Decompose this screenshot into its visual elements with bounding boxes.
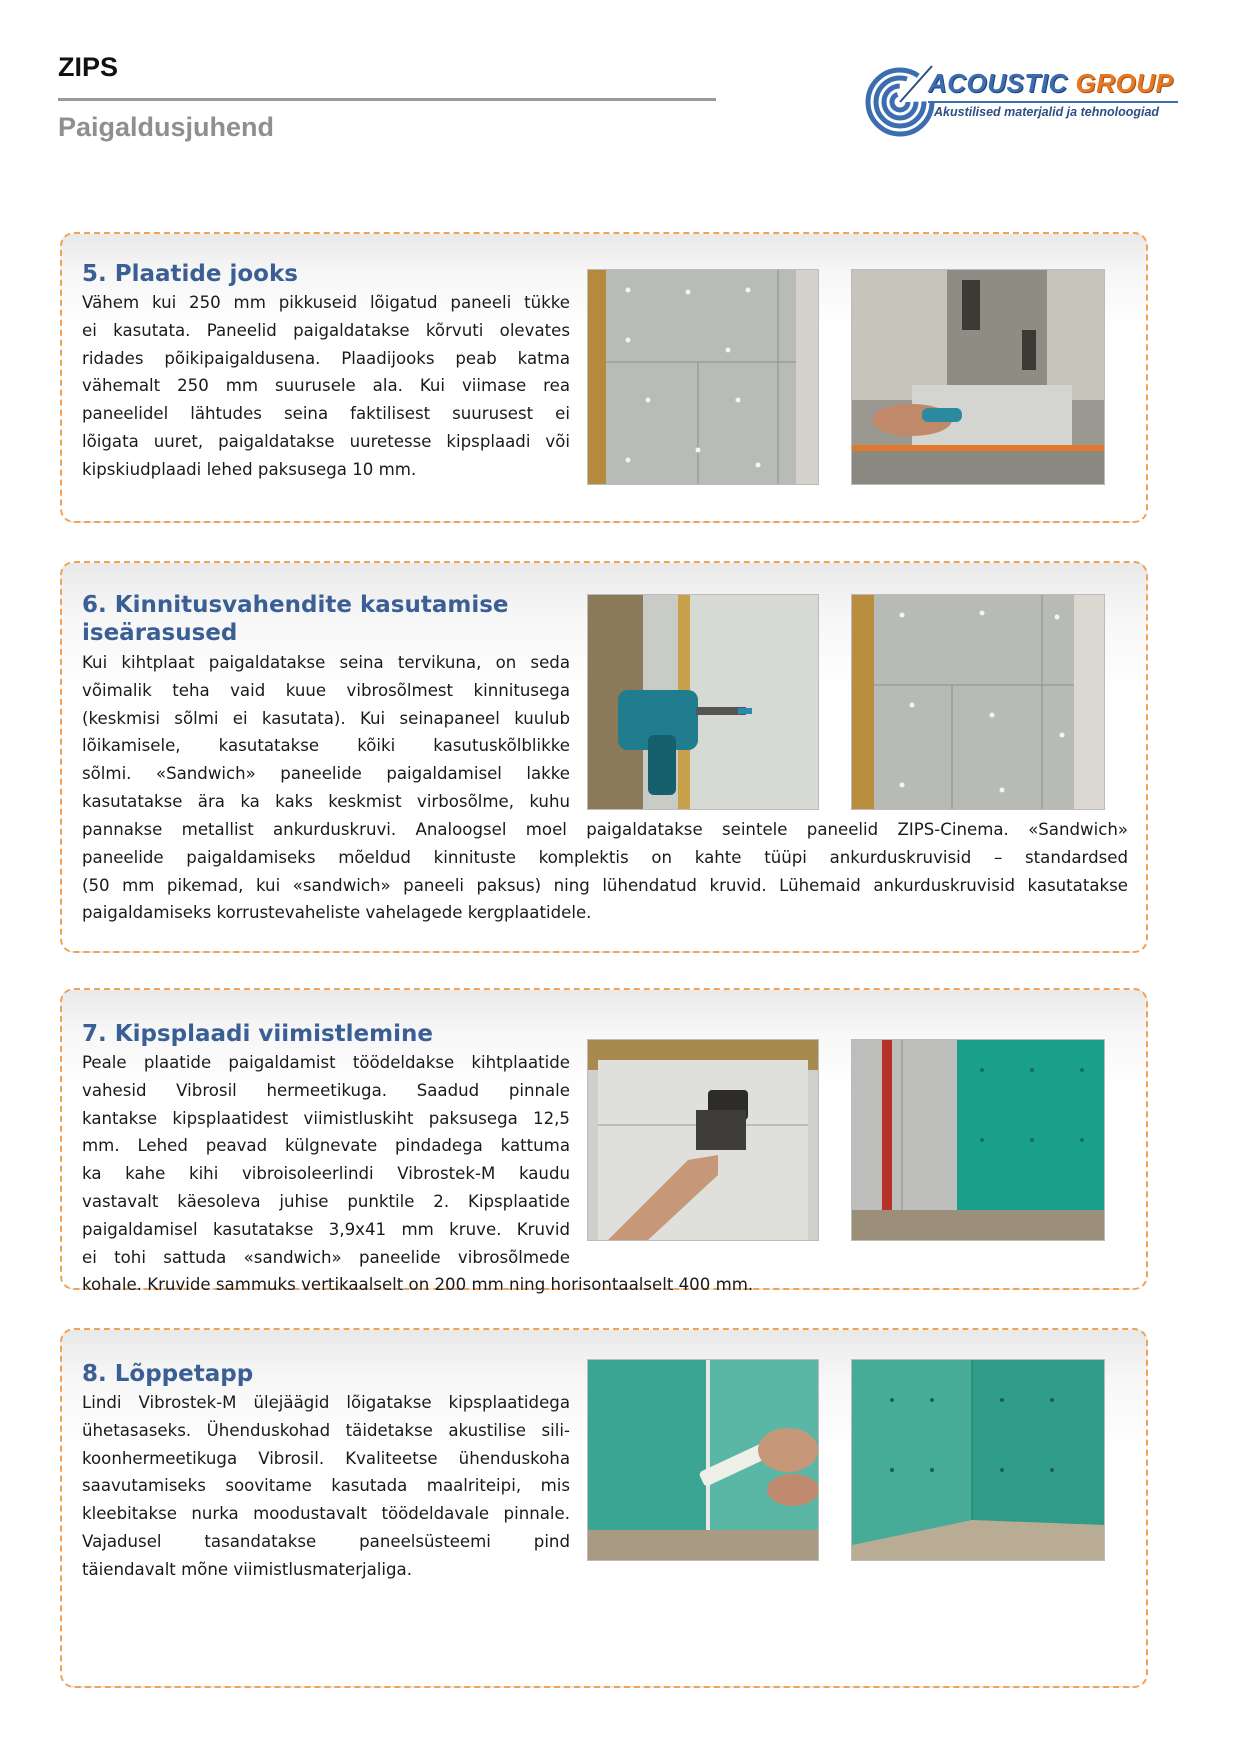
- header-divider: [58, 98, 716, 101]
- green-drywall-photo: [852, 1040, 1104, 1240]
- section-title: 6. Kinnitusvahendite kasutamise iseärasused: [82, 592, 509, 646]
- sealant-application-photo: [588, 1360, 818, 1560]
- section-title: 5. Plaatide jooks: [82, 261, 298, 287]
- finished-room-photo: [852, 1360, 1104, 1560]
- section-body-narrow: Kui kihtplaat paigaldatakse seina tervikuna, on seda võimalik teha vaid kuue vibrosõlmest kinnitusega (keskmisi sõlmi ei kasutata). Kui seinapaneel kuulub lõikamisele, kasutatakse kõiki kasutuskõlblikke sõlmi. «Sandwich» paneelide paigaldamisel lakke kasutatakse ära ka kaks keskmist virbosõlme, kuhu: [82, 653, 570, 811]
- logo-name: ACOUSTIC GROUP: [928, 68, 1174, 98]
- mounting-panel-photo: [852, 270, 1104, 484]
- document-subtitle: Paigaldusjuhend: [58, 112, 275, 142]
- section-title: 7. Kipsplaadi viimistlemine: [82, 1021, 433, 1047]
- section-7-drywall-finishing: [60, 988, 1148, 1294]
- section-body-wide: pannakse metallist ankurduskruvi. Analoogsel moel paigaldatakse seintele paneelid ZIPS-Cinema. «Sandwich» paneelide paigaldamiseks mõeldud kinnituste komplektis on kahte tüüpi ankurduskruvisid – standardsed (50 mm pikemad, kui «sandwich» paneeli paksus) ning lühendatud kruvid. Lühemaid ankurduskruvisid kasutatakse paigaldamiseks korrustevaheliste vahelagede kergplaatidele.: [82, 820, 1128, 923]
- section-8-final-stage: [60, 1328, 1148, 1688]
- sealing-joints-photo: [588, 1040, 818, 1240]
- section-body-narrow: Peale plaatide paigaldamist töödeldakse kihtplaatide vahesid Vibrosil hermeetikuga. Saadud pinnale kantakse kipsplaatidest viimistluskiht paksusega 12,5 mm. Lehed peavad külgnevate pindadega kattuma ka kahe kihi vibroisoleerlindi Vibrostek-M kaudu vastavalt käesoleva juhise punktile 2. Kipsplaatide paigaldamisel kasutatakse 3,9x41 mm kruve. Kruvid ei tohi sattuda «sandwich» paneelide vibrosõlmede: [82, 1053, 570, 1267]
- logo-underline: [928, 101, 1178, 103]
- section-title: 8. Lõppetapp: [82, 1361, 254, 1387]
- section-body-wide: kohale. Kruvide sammuks vertikaalselt on 200 mm ning horisontaalselt 400 mm.: [82, 1275, 754, 1294]
- panel-wall-photo: [588, 270, 818, 484]
- section-body: Lindi Vibrostek-M ülejäägid lõigatakse kipsplaatidega ühetasaseks. Ühenduskohad täidetakse akustilise sili- koonhermeetikuga Vibrosil. Kvaliteetse ühenduskoha saavutamiseks soovitame kasutada maalriteipi, mis kleebitakse nurka moodustavalt töödeldavale pinnale. Vajadusel tasandatakse paneelsüsteemi pind täiendavalt mõne viimistlusmaterjaliga.: [82, 1393, 570, 1579]
- drilling-photo: [588, 595, 818, 809]
- fastened-panels-photo: [852, 595, 1104, 809]
- section-body: Vähem kui 250 mm pikkuseid lõigatud paneeli tükke ei kasutata. Paneelid paigaldatakse kõrvuti olevates ridades põikipaigaldusena. Plaadijooks peab katma vähemalt 250 mm suurusele ala. Kui viimase rea paneelidel lähtudes seina faktilisest suurusest ei lõigata uuret, paigaldatakse uuretesse kipsplaadi või kipskiudplaadi lehed paksusega 10 mm.: [82, 293, 570, 479]
- section-6-fastener-specifics: [60, 561, 1148, 953]
- logo-tagline: Akustilised materjalid ja tehnoloogiad: [934, 105, 1160, 119]
- document-title: ZIPS: [58, 52, 119, 82]
- acoustic-group-logo: [862, 56, 1192, 148]
- section-5-board-layout: [60, 232, 1148, 523]
